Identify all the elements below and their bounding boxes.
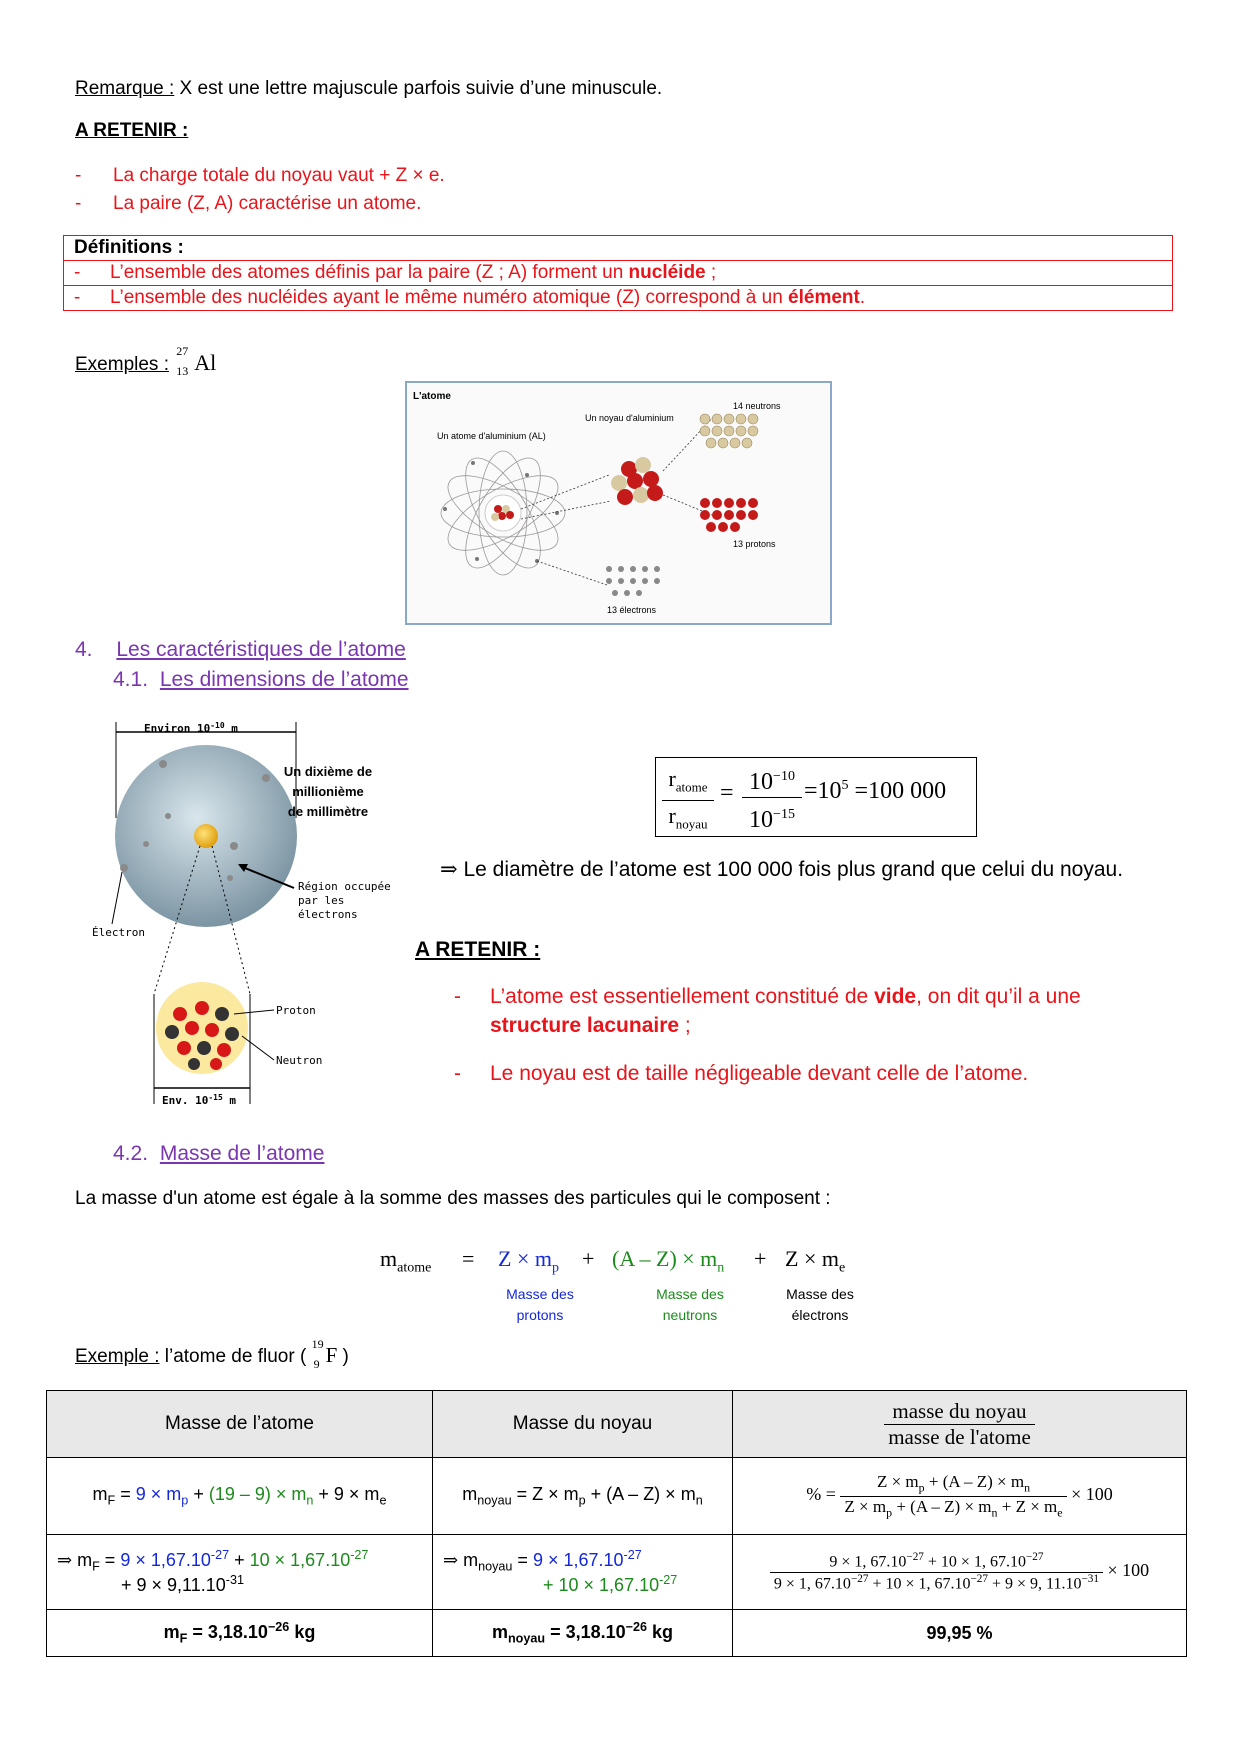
electron-label: Électron <box>92 926 145 939</box>
retain-item: - La paire (Z, A) caractérise un atome. <box>75 190 445 218</box>
side-note-line: millionième <box>292 784 364 799</box>
al-symbol: Al <box>194 350 217 376</box>
ratio-formula-box: $r_{atome}$ $r_{noyau}$ = $10^{-10}$ $10^{-15}$ $=10^5 =100$ 000 <box>655 757 977 837</box>
calc-nucleus-mass: ⇒ $m_{noyau} = 9 \times 1,67.10^{-27}$ + $10 \times 1,67.10^{-27}$ <box>433 1535 733 1610</box>
definitions-title: Définitions : <box>74 237 184 258</box>
caption-protons: Masse des protons <box>506 1286 574 1323</box>
ratio-fraction: $r_{atome}$ $r_{noyau}$ <box>662 766 714 840</box>
mass-table <box>46 1390 1187 1657</box>
formula-nucleus-mass: $m_{noyau} = Z \times m_p + (A - Z) \times m_n$ <box>433 1458 733 1535</box>
mass-formula: $m_{atome}$ = $Z \times m_p$ + $(A - Z) \times m_n$ + $Z \times m_e$ <box>380 1246 846 1276</box>
section-4-number: 4. <box>75 638 93 661</box>
header-atom-mass: Masse de l’atome <box>47 1391 433 1458</box>
remark-line <box>75 78 662 100</box>
section-4-title: Les caractéristiques de l’atome <box>116 638 406 661</box>
diameter-statement: ⇒ Le diamètre de l’atome est 100 000 fois plus grand que celui du noyau. <box>440 857 1124 881</box>
definitions-box <box>63 235 1173 311</box>
table-header-row <box>47 1391 1187 1458</box>
protons-label: 13 protons <box>733 539 776 549</box>
examples-label: Exemples : <box>75 354 169 376</box>
section-42-number: 4.2. <box>113 1142 149 1165</box>
caption-electrons: Masse des électrons <box>786 1286 854 1323</box>
section-42-title: Masse de l’atome <box>159 1142 325 1165</box>
definition-item-1: - L’ensemble des atomes définis par la paire (Z ; A) forment un nucléide ; <box>64 260 1172 285</box>
f-nuclide-notation: 19 9 <box>311 1337 324 1371</box>
formula-percentage: % = $\frac{Z \times m_p + (A - Z) \times m_n}{Z \times m_p + (A - Z) \times m_n + Z \times m_e}$ × 100 <box>733 1458 1187 1535</box>
table-row <box>47 1458 1187 1535</box>
figure-title: L'atome <box>413 391 451 402</box>
side-note-line: Un dixième de <box>283 764 373 779</box>
header-ratio: $\frac{\text{masse du noyau}}{\text{masse de l'atome}}$ <box>733 1391 1187 1458</box>
example-fluor-line: Exemple : l’atome de fluor ( 19 9 F ) <box>75 1337 349 1371</box>
region-label-line: Région occupée <box>298 880 391 893</box>
section-41-heading <box>113 668 409 692</box>
aluminium-atom-figure <box>405 381 832 625</box>
section-41-number: 4.1. <box>113 668 149 691</box>
aluminium-atom-illustration <box>407 383 830 623</box>
implies-icon: ⇒ <box>440 857 458 881</box>
atom-label: Un atome d'aluminium (AL) <box>437 431 546 441</box>
power-fraction: $10^{-10}$ $10^{-15}$ <box>742 762 802 837</box>
result-atom-mass: $m_F = 3,18.10^{-26}$ kg <box>47 1610 433 1657</box>
examples-line <box>75 344 217 380</box>
retain2-item-2: - Le noyau est de taille négligeable devant celle de l’atome. <box>454 1062 1029 1085</box>
retain-list-1 <box>75 162 445 218</box>
nucleus-label: Un noyau d'aluminium <box>585 413 674 423</box>
result-nucleus-mass: $m_{noyau} = 3,18.10^{-26}$ kg <box>433 1610 733 1657</box>
electrons-label: 13 électrons <box>607 605 657 615</box>
proton-label: Proton <box>276 1004 316 1017</box>
region-label-line: électrons <box>298 908 358 921</box>
section-4-heading <box>75 638 406 662</box>
neutrons-label: 14 neutrons <box>733 401 781 411</box>
bottom-dimension-label: Env. $10^{-15}$ m <box>162 1093 237 1107</box>
ratio-result: $=10^5 =100$ 000 <box>804 778 947 804</box>
calc-percentage: $\frac{9 \times 1, 67.10^{-27} + 10 \times 1, 67.10^{-27}}{9 \times 1, 67.10^{-27} + 10 \times 1, 67.10^{-27} + 9 \times 9, 11.10^{-31}}$ × 100 <box>733 1535 1187 1610</box>
side-note-line: de millimètre <box>287 804 369 819</box>
region-label-line: par les <box>298 894 345 907</box>
retain-title-1: A RETENIR : <box>75 120 189 141</box>
remark-label: Remarque : <box>75 78 175 99</box>
retain-item: - La charge totale du noyau vaut + Z × e. <box>75 162 445 190</box>
mass-intro: La masse d'un atome est égale à la somme des masses des particules qui le composent : <box>75 1188 831 1209</box>
formula-atom-mass: $m_F = 9 \times m_p + (19 - 9) \times m_n + 9 \times m_e$ <box>47 1458 433 1535</box>
atom-dimensions-figure <box>88 718 408 1114</box>
result-percentage: 99,95 % <box>733 1610 1187 1657</box>
definition-item-2: - L’ensemble des nucléides ayant le même numéro atomique (Z) correspond à un élément. <box>64 285 1172 310</box>
section-41-title: Les dimensions de l’atome <box>159 668 409 691</box>
header-nucleus-mass: Masse du noyau <box>433 1391 733 1458</box>
caption-neutrons: Masse des neutrons <box>656 1286 724 1323</box>
table-row <box>47 1535 1187 1610</box>
retain-title-2: A RETENIR : <box>415 938 541 961</box>
top-dimension-label: Environ $10^{-10}$ m <box>144 721 238 735</box>
calc-atom-mass: ⇒ $m_F = 9 \times 1,67.10^{-27} + 10 \times 1,67.10^{-27}$ + $9 \times 9,11.10^{-31}$ <box>47 1535 433 1610</box>
al-nuclide-notation: 27 13 <box>176 344 189 378</box>
neutron-label: Neutron <box>276 1054 323 1067</box>
table-row <box>47 1610 1187 1657</box>
section-42-heading <box>113 1142 324 1166</box>
remark-text: X est une lettre majuscule parfois suivie d’une minuscule. <box>174 78 663 99</box>
retain2-item-1: - L’atome est essentiellement constitué de vide, on dit qu’il a une structure lacunaire ; <box>454 985 1081 1037</box>
